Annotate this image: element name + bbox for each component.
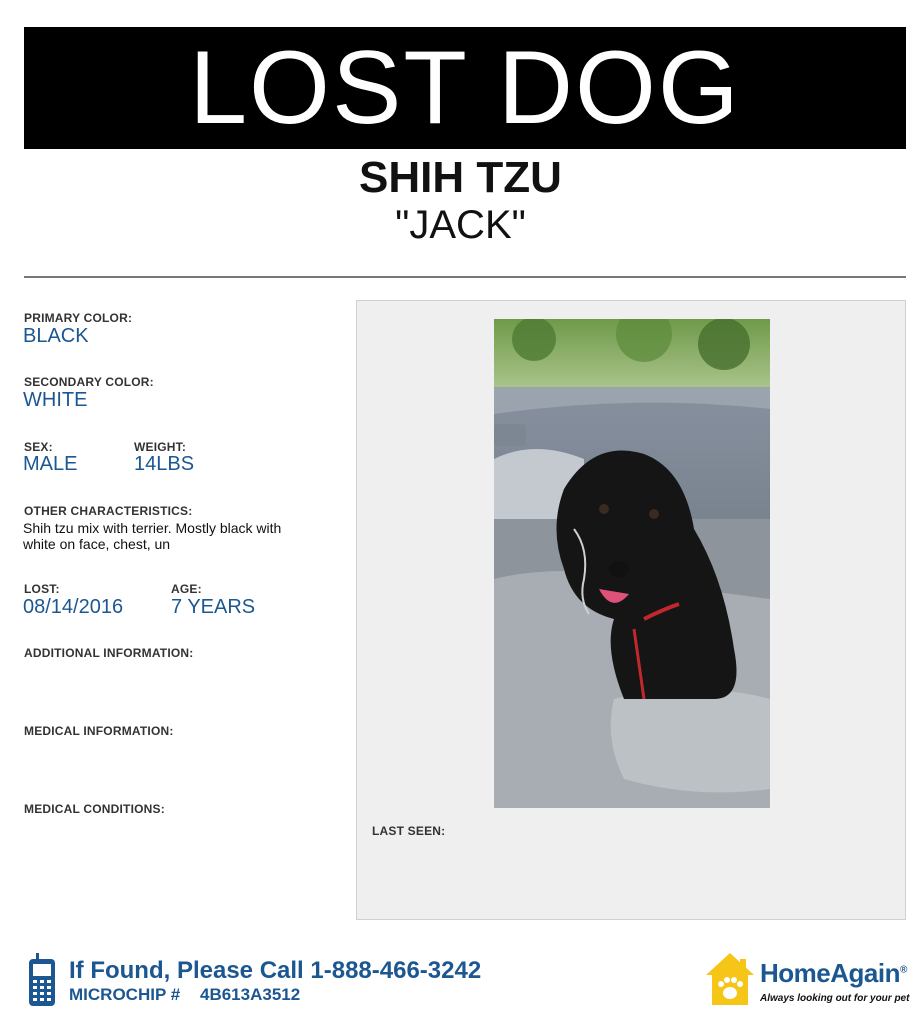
primary-color-value: BLACK <box>23 325 89 347</box>
microchip-number: 4B613A3512 <box>200 985 301 1004</box>
homeagain-tagline: Always looking out for your pet <box>760 993 910 1004</box>
secondary-color-value: WHITE <box>23 389 88 411</box>
medical-conditions-label: MEDICAL CONDITIONS: <box>24 802 165 816</box>
additional-information-label: ADDITIONAL INFORMATION: <box>24 646 194 660</box>
found-call-text: If Found, Please Call 1-888-466-3242 <box>69 957 482 984</box>
medical-information-label: MEDICAL INFORMATION: <box>24 724 174 738</box>
page-title: LOST DOG <box>189 30 741 146</box>
other-characteristics-line2: white on face, chest, un <box>23 536 171 552</box>
title-banner <box>24 27 906 149</box>
lost-date: 08/14/2016 <box>23 596 124 618</box>
divider <box>24 276 906 278</box>
secondary-color-label: SECONDARY COLOR: <box>24 375 154 389</box>
microchip-label: MICROCHIP # <box>69 985 181 1004</box>
breed-heading: SHIH TZU <box>359 153 562 202</box>
phone-icon <box>28 953 56 1007</box>
other-characteristics-label: OTHER CHARACTERISTICS: <box>24 504 193 518</box>
lost-label: LOST: <box>24 582 60 596</box>
homeagain-house-logo <box>704 951 756 1007</box>
weight-value: 14LBS <box>134 453 195 475</box>
age-value: 7 YEARS <box>171 596 256 618</box>
weight-label: WEIGHT: <box>134 440 187 454</box>
other-characteristics-line1: Shih tzu mix with terrier. Mostly black with <box>23 520 282 536</box>
homeagain-brand-name: HomeAgain® <box>760 958 907 988</box>
dog-name: "JACK" <box>395 203 526 247</box>
last-seen-label: LAST SEEN: <box>372 824 446 838</box>
sex-value: MALE <box>23 453 78 475</box>
primary-color-label: PRIMARY COLOR: <box>24 311 133 325</box>
sex-label: SEX: <box>24 440 53 454</box>
dog-photo <box>494 319 770 808</box>
age-label: AGE: <box>171 582 202 596</box>
